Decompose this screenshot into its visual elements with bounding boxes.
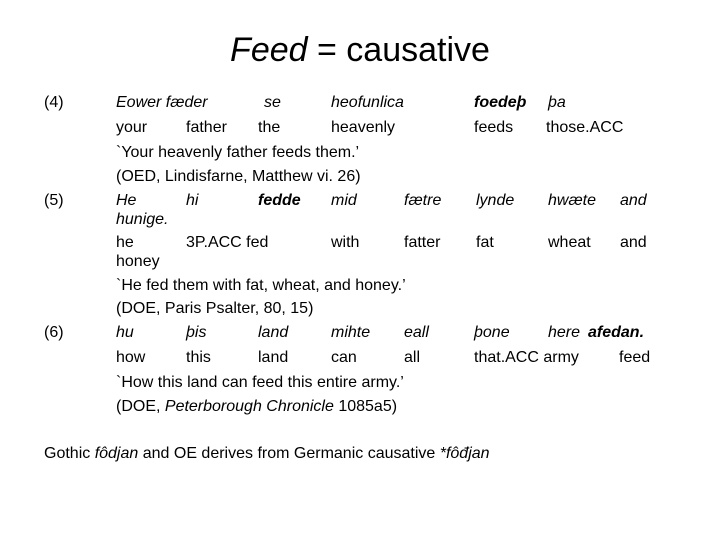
slide-title: [0, 24, 720, 76]
ex5-oe-word: hunige.: [116, 211, 169, 228]
footer-gothic-word: fôdjan: [94, 445, 139, 462]
ex4-oe-word: se: [264, 94, 281, 111]
ex5-oe-word: hwæte: [548, 192, 597, 209]
ex6-oe-word: hu: [116, 324, 134, 341]
ex6-gloss-word: all: [404, 349, 421, 366]
ex4-gloss-word: heavenly: [331, 119, 396, 136]
ex5-oe-word: and: [620, 192, 647, 209]
ex6-oe-word: land: [258, 324, 289, 341]
footer-note: [44, 444, 490, 463]
ex5-oe-word: fætre: [404, 192, 442, 209]
ex5-gloss-word: 3P.ACC fed: [186, 234, 269, 251]
ex6-source: [116, 397, 397, 416]
ex5-gloss-word: with: [331, 234, 360, 251]
ex6-gloss-word: that.ACC army: [474, 349, 579, 366]
ex6-oe-word: þone: [474, 324, 510, 341]
ex5-gloss-word: he: [116, 234, 134, 251]
ex5-oe-word: He: [116, 192, 137, 209]
ex6-source-title: Peterborough Chronicle: [164, 398, 334, 415]
ex5-oe-word: mid: [331, 192, 357, 209]
ex4-oe-word: þa: [548, 94, 566, 111]
ex6-gloss-word: land: [258, 349, 289, 366]
ex5-gloss-word: and: [620, 234, 647, 251]
ex4-gloss-word: the: [258, 119, 281, 136]
ex6-gloss-word: feed: [619, 349, 651, 366]
ex4-gloss-word: those.ACC: [546, 119, 624, 136]
ex4-source: (OED, Lindisfarne, Matthew vi. 26): [116, 168, 361, 185]
ex6-oe-word: afedan.: [588, 324, 645, 341]
ex6-oe-word: þis: [186, 324, 207, 341]
ex5-gloss-word: fatter: [404, 234, 441, 251]
ex5-oe-word: lynde: [476, 192, 515, 209]
ex4-gloss-word: your: [116, 119, 148, 136]
footer-germanic-word: *fôđjan: [439, 445, 490, 462]
example-number-4: (4): [44, 94, 64, 111]
example-number-5: (5): [44, 192, 64, 209]
ex6-gloss-word: this: [186, 349, 211, 366]
example-number-6: (6): [44, 324, 64, 341]
ex6-oe-word: here: [548, 324, 581, 341]
ex6-source-suffix: 1085a5): [333, 398, 398, 415]
ex4-gloss-word: father: [186, 119, 227, 136]
ex4-oe-word: Eower fæder: [116, 94, 208, 111]
ex6-oe-word: mihte: [331, 324, 371, 341]
ex4-translation: `Your heavenly father feeds them.’: [116, 144, 360, 161]
ex5-oe-word: fedde: [258, 192, 301, 209]
ex5-oe-word: hi: [186, 192, 199, 209]
title-rest: = causative: [307, 31, 490, 69]
ex4-oe-word: heofunlica: [331, 94, 404, 111]
ex6-source-prefix: (DOE,: [116, 398, 165, 415]
footer-text: and OE derives from Germanic causative: [138, 445, 440, 462]
ex5-gloss-word: fat: [476, 234, 494, 251]
ex5-source: (DOE, Paris Psalter, 80, 15): [116, 300, 314, 317]
footer-text: Gothic: [44, 445, 95, 462]
ex4-gloss-word: feeds: [474, 119, 514, 136]
ex5-gloss-word: wheat: [548, 234, 591, 251]
ex6-gloss-word: how: [116, 349, 146, 366]
ex6-gloss-word: can: [331, 349, 357, 366]
title-italic: Feed: [230, 31, 308, 69]
ex6-translation: `How this land can feed this entire army.’: [116, 374, 404, 391]
ex5-translation: `He fed them with fat, wheat, and honey.’: [116, 277, 406, 294]
ex4-oe-word: foedeþ: [474, 94, 527, 111]
ex5-gloss-word: honey: [116, 253, 160, 270]
ex6-oe-word: eall: [404, 324, 429, 341]
